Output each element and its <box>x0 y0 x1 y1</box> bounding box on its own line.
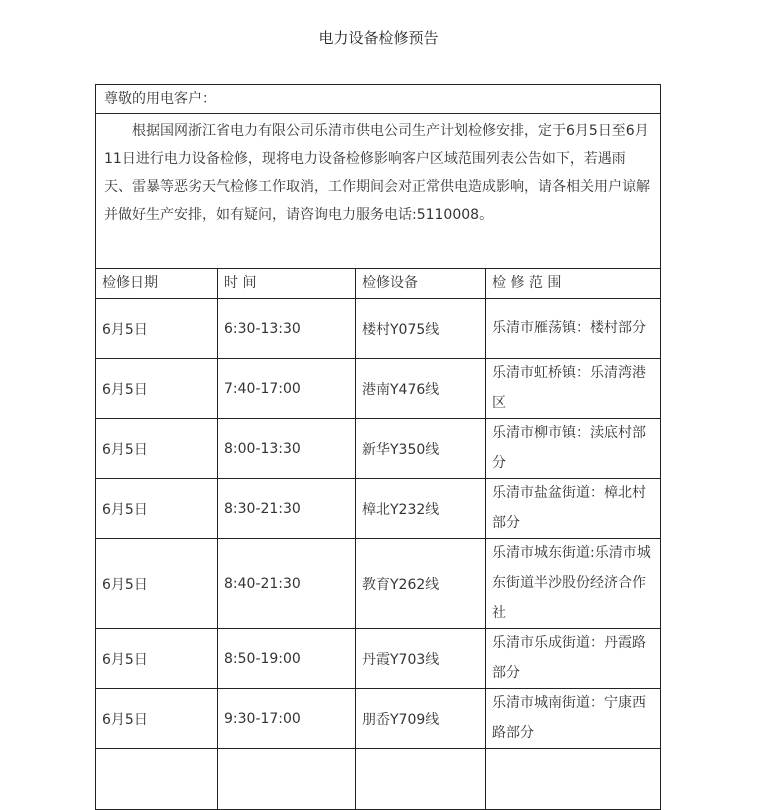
range-text: 乐清市盐盆街道：樟北村部分 <box>492 485 646 531</box>
equipment-cell <box>356 749 486 810</box>
range-cell <box>486 479 661 539</box>
table-row <box>96 539 661 629</box>
range-cell <box>486 689 661 749</box>
range-cell <box>486 749 661 810</box>
time-cell: 8:50-19:00 <box>218 629 356 689</box>
equipment-cell: 朋岙Y709线 <box>356 689 486 749</box>
table-row <box>96 749 661 810</box>
notice-text: 根据国网浙江省电力有限公司乐清市供电公司生产计划检修安排，定于6月5日至6月11日进行电力设备检修，现将电力设备检修影响客户区域范围列表公告如下，若遇雨天、雷暴等恶劣天气检修工作取消，工作期间会对正常供电造成影响，请各相关用户谅解并做好生产安排，如有疑问，请咨询电力服务电话:5110008。 <box>104 123 650 223</box>
range-text: 乐清市虹桥镇：乐清湾港区 <box>492 365 646 411</box>
time-cell <box>218 749 356 810</box>
equipment-cell: 樟北Y232线 <box>356 479 486 539</box>
range-text: 乐清市城东街道:乐清市城东街道半沙股份经济合作社 <box>492 545 651 621</box>
maintenance-notice-table <box>95 84 661 810</box>
header-equipment: 检修设备 <box>356 269 486 299</box>
date-cell: 6月5日 <box>96 299 218 359</box>
header-date: 检修日期 <box>96 269 218 299</box>
table-row <box>96 359 661 419</box>
time-cell: 8:00-13:30 <box>218 419 356 479</box>
range-cell <box>486 419 661 479</box>
range-cell <box>486 629 661 689</box>
date-cell: 6月5日 <box>96 629 218 689</box>
range-cell <box>486 299 661 359</box>
date-cell: 6月5日 <box>96 359 218 419</box>
time-cell: 7:40-17:00 <box>218 359 356 419</box>
equipment-cell: 楼村Y075线 <box>356 299 486 359</box>
date-cell: 6月5日 <box>96 419 218 479</box>
table-header-row <box>96 269 661 299</box>
table-row <box>96 419 661 479</box>
range-cell <box>486 359 661 419</box>
table-row <box>96 629 661 689</box>
date-cell: 6月5日 <box>96 689 218 749</box>
date-cell <box>96 749 218 810</box>
time-cell: 9:30-17:00 <box>218 689 356 749</box>
range-text: 乐清市乐成街道：丹霞路部分 <box>492 635 646 681</box>
header-time: 时 间 <box>218 269 356 299</box>
header-range: 检 修 范 围 <box>486 269 661 299</box>
table-row <box>96 299 661 359</box>
time-cell: 8:30-21:30 <box>218 479 356 539</box>
greeting: 尊敬的用电客户： <box>96 85 661 114</box>
equipment-cell: 教育Y262线 <box>356 539 486 629</box>
table-row <box>96 479 661 539</box>
notice-body <box>96 114 661 269</box>
equipment-cell: 港南Y476线 <box>356 359 486 419</box>
range-text: 乐清市柳市镇：渎底村部分 <box>492 425 646 471</box>
equipment-cell: 丹霞Y703线 <box>356 629 486 689</box>
date-cell: 6月5日 <box>96 479 218 539</box>
time-cell: 6:30-13:30 <box>218 299 356 359</box>
table-row <box>96 689 661 749</box>
range-cell <box>486 539 661 629</box>
document-title: 电力设备检修预告 <box>318 29 439 47</box>
time-cell: 8:40-21:30 <box>218 539 356 629</box>
date-cell: 6月5日 <box>96 539 218 629</box>
range-text: 乐清市雁荡镇：楼村部分 <box>492 320 646 336</box>
range-text: 乐清市城南街道：宁康西路部分 <box>492 695 646 741</box>
equipment-cell: 新华Y350线 <box>356 419 486 479</box>
